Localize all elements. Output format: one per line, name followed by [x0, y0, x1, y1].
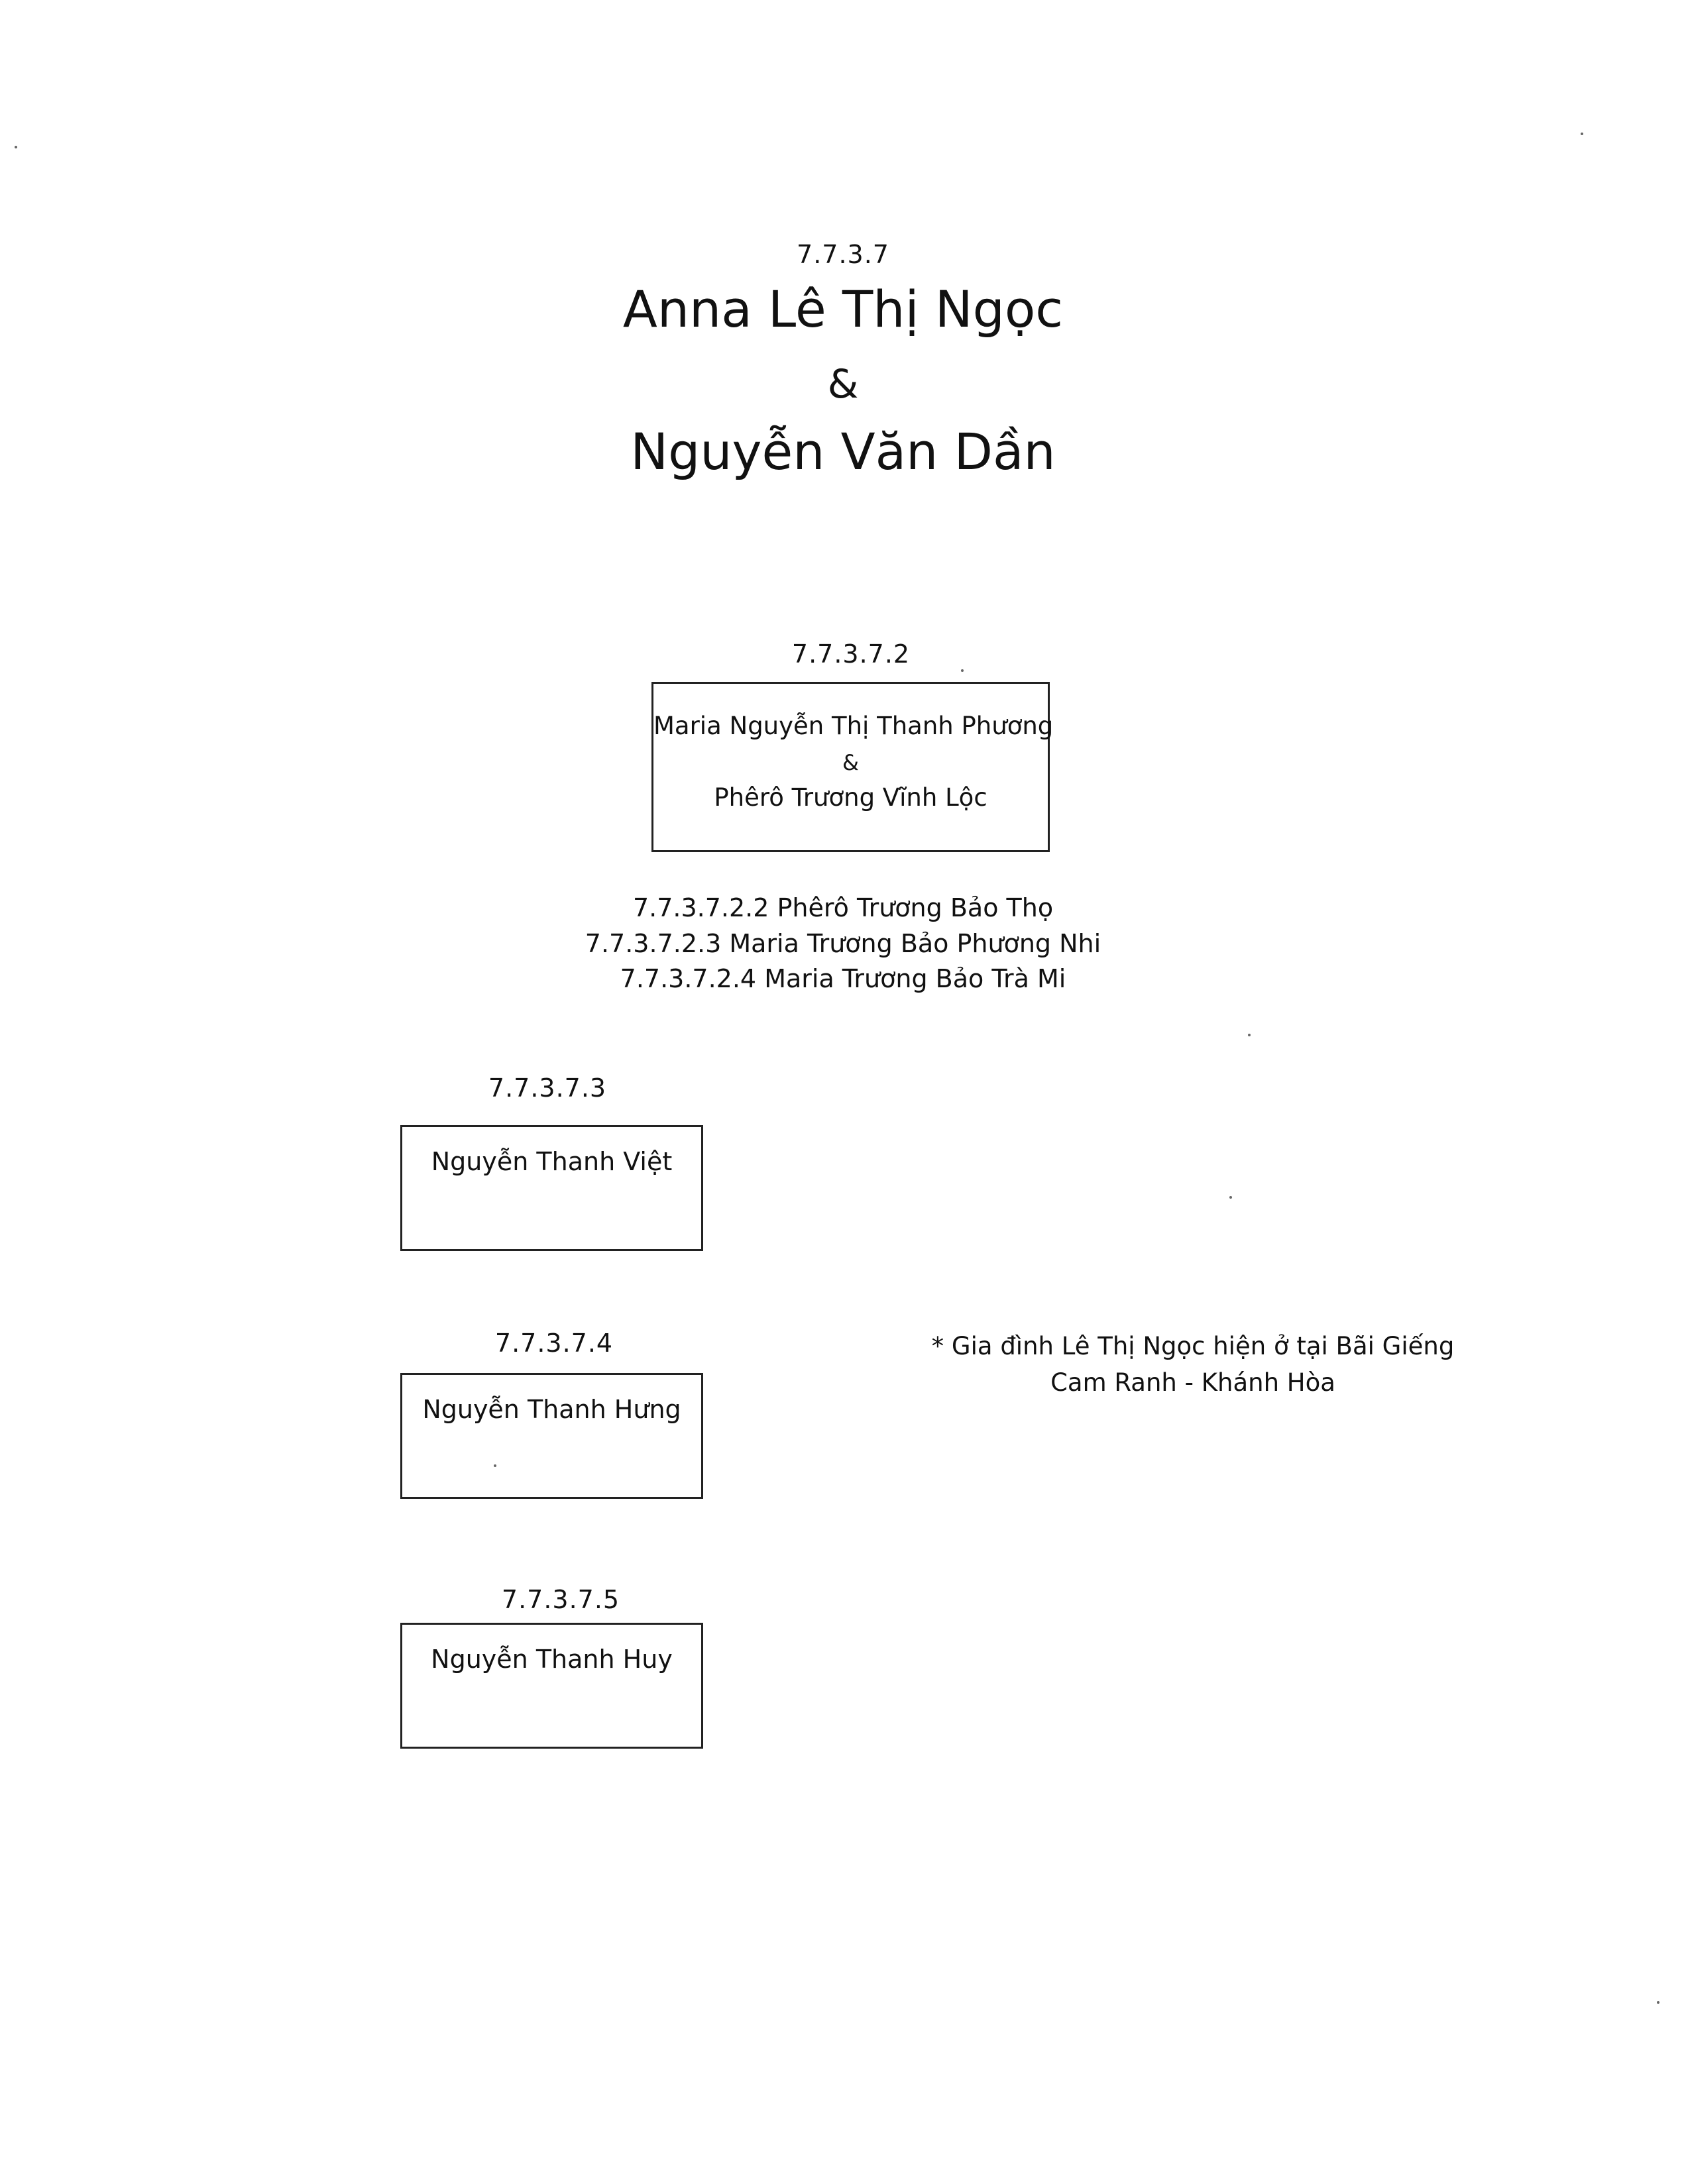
child-entry: 7.7.3.7.2.4 Maria Trương Bảo Trà Mi — [620, 964, 1066, 993]
couple-ampersand: & — [842, 750, 859, 775]
scan-speck — [1229, 1196, 1232, 1199]
child-entry: 7.7.3.7.2.3 Maria Trương Bảo Phương Nhi — [585, 929, 1101, 958]
individual-box — [400, 1373, 703, 1499]
individual-box — [400, 1623, 703, 1749]
scan-speck — [494, 1464, 496, 1467]
primary-name: Anna Lê Thị Ngọc — [622, 280, 1064, 339]
scan-speck — [15, 146, 17, 148]
scan-speck — [1248, 1034, 1251, 1036]
child-entry: 7.7.3.7.2.2 Phêrô Trương Bảo Thọ — [632, 893, 1054, 922]
note-line: Cam Ranh - Khánh Hòa — [1050, 1368, 1335, 1397]
scan-speck — [961, 669, 964, 672]
individual-name: Nguyễn Thanh Huy — [431, 1645, 673, 1674]
individual-name: Nguyễn Thanh Hưng — [422, 1395, 681, 1424]
couple-box — [651, 682, 1054, 852]
individual-id: 7.7.3.7.4 — [494, 1329, 614, 1358]
individual-box — [400, 1125, 703, 1251]
individual-id: 7.7.3.7.5 — [501, 1585, 620, 1614]
scan-speck — [1581, 133, 1583, 135]
spouse-name: Nguyễn Văn Dần — [630, 422, 1056, 481]
scan-speck — [1657, 2001, 1659, 2004]
note-line: * Gia đình Lê Thị Ngọc hiện ở tại Bãi Giếng — [931, 1332, 1455, 1360]
branch-id: 7.7.3.7.2 — [791, 639, 911, 669]
individual-name: Nguyễn Thanh Việt — [431, 1147, 673, 1176]
couple-primary-name: Maria Nguyễn Thị Thanh Phương — [653, 712, 1054, 740]
family-id: 7.7.3.7 — [797, 240, 889, 269]
ampersand: & — [827, 361, 859, 408]
couple-spouse-name: Phêrô Trương Vĩnh Lộc — [714, 783, 987, 812]
individual-id: 7.7.3.7.3 — [488, 1073, 607, 1103]
